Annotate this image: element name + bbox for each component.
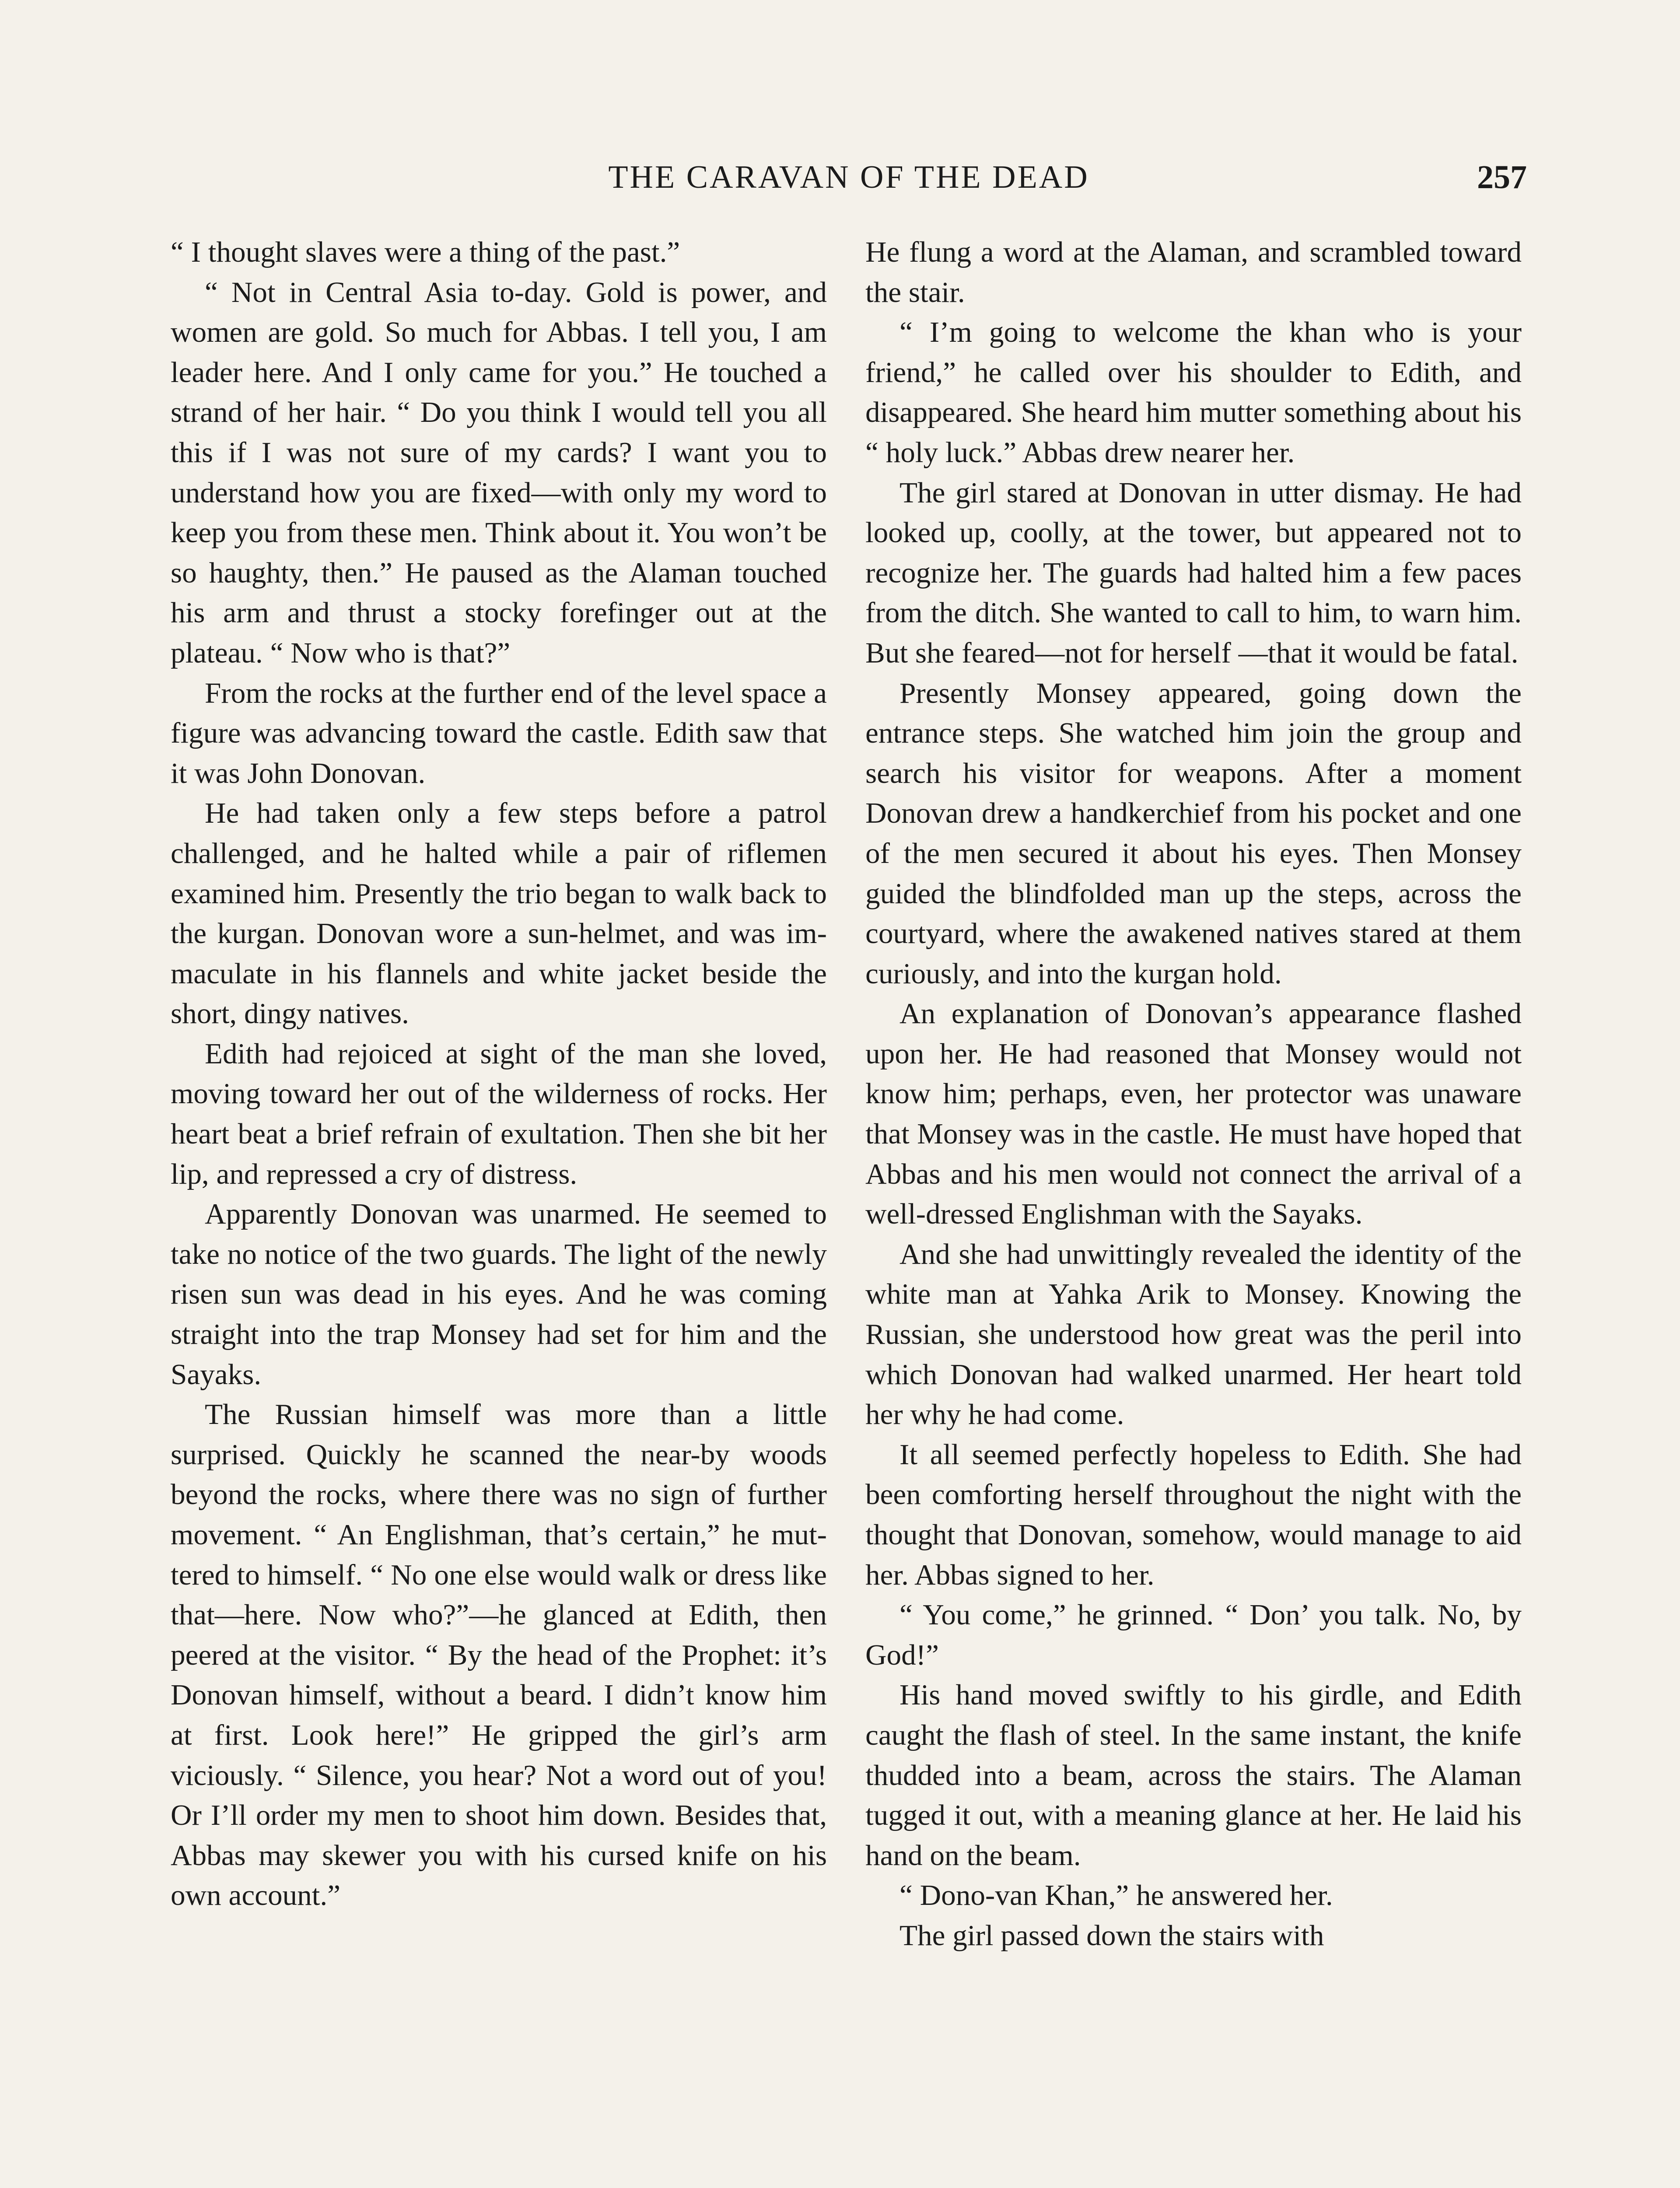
paragraph: An explanation of Donovan’s appearance flashed upon her. He had reasoned that Monsey would not know him; perhaps, even, her protector was unaware that Monsey was in the castle. He must have hoped that Abbas and his men would not connect the arrival of a well-dressed Englishman with the Sayaks. bbox=[865, 997, 1522, 1231]
left-column bbox=[171, 232, 827, 1915]
paragraph: From the rocks at the further end of the level space a figure was advancing toward the castle. Edith saw that it was John Donovan. bbox=[171, 676, 827, 789]
paragraph: His hand moved swiftly to his girdle, and Edith caught the flash of steel. In the same instant, the knife thudded into a beam, across the stairs. The Alaman tugged it out, with a meaning glance at her. He laid his hand on the beam. bbox=[865, 1678, 1522, 1872]
paragraph: “ Dono-van Khan,” he answered her. bbox=[900, 1879, 1333, 1912]
page-number: 257 bbox=[1477, 159, 1527, 196]
paragraph: He had taken only a few steps before a patrol challenged, and he halted while a pair of riflemen examined him. Presently the trio began to walk back to the kurgan. Donovan wore a sun-helmet, and was immaculate in his flannels and white jacket beside the short, dingy natives. bbox=[171, 796, 827, 1030]
paragraph: “ You come,” he grinned. “ Don’ you talk. No, by God!” bbox=[865, 1598, 1522, 1671]
paragraph: “ I thought slaves were a thing of the past.” bbox=[171, 235, 680, 268]
running-title: THE CARAVAN OF THE DEAD bbox=[608, 159, 1089, 195]
paragraph: “ Not in Central Asia to-day. Gold is power, and women are gold. So much for Abbas. I tell you, I am leader here. And I only came for you.” He touched a strand of her hair. “ Do you think I would tell you all this if I was not sure of my cards? I want you to understand how you are fixed—with only my word to keep you from these men. Think about it. You won’t be so haughty, then.” He paused as the Alaman touched his arm and thrust a stocky forefinger out at the plateau. “ Now who is that?” bbox=[171, 275, 827, 669]
paragraph: Presently Monsey appeared, going down the entrance steps. She watched him join the group and search his visitor for weapons. After a moment Donovan drew a handkerchief from his pocket and one of the men secured it about his eyes. Then Monsey guided the blindfolded man up the steps, across the courtyard, where the awakened natives stared at them curiously, and into the kurgan hold. bbox=[865, 676, 1522, 990]
paragraph: “ I’m going to welcome the khan who is your friend,” he called over his shoulder to Edith, and disappeared. She heard him mutter something about his “ holy luck.” Abbas drew nearer her. bbox=[865, 316, 1522, 469]
paragraph: It all seemed perfectly hopeless to Edith. She had been comforting herself throughout the night with the thought that Donovan, somehow, would manage to aid her. Abbas signed to her. bbox=[865, 1438, 1522, 1591]
paragraph: The Russian himself was more than a little surprised. Quickly he scanned the near-by woods beyond the rocks, where there was no sign of further movement. “ An Englishman, that’s certain,” he muttered to himself. “ No one else would walk or dress like that—here. Now who?”—he glanced at Edith, then peered at the visitor. “ By the head of the Prophet: it’s Donovan himself, without a beard. I didn’t know him at first. Look here!” He gripped the girl’s arm viciously. “ Silence, you hear? Not a word out of you! Or I’ll order my men to shoot him down. Besides that, Abbas may skewer you with his cursed knife on his own account.” bbox=[171, 1398, 827, 1912]
paragraph: And she had unwittingly revealed the identity of the white man at Yahka Arik to Monsey. Knowing the Russian, she understood how great was the peril into which Donovan had walked unarmed. Her heart told her why he had come. bbox=[865, 1237, 1522, 1431]
right-column bbox=[865, 232, 1522, 1956]
paragraph: Edith had rejoiced at sight of the man she loved, moving toward her out of the wilderness of rocks. Her heart beat a brief refrain of exultation. Then she bit her lip, and repressed a cry of distress. bbox=[171, 1037, 827, 1190]
paragraph: He flung a word at the Alaman, and scrambled toward the stair. bbox=[865, 235, 1522, 309]
paragraph: Apparently Donovan was unarmed. He seemed to take no notice of the two guards. The light of the newly risen sun was dead in his eyes. And he was coming straight into the trap Monsey had set for him and the Sayaks. bbox=[171, 1197, 827, 1391]
running-head bbox=[171, 158, 1527, 197]
paragraph: The girl passed down the stairs with bbox=[900, 1918, 1324, 1952]
paragraph: The girl stared at Donovan in utter dismay. He had looked up, coolly, at the tower, but appeared not to recognize her. The guards had halted him a few paces from the ditch. She wanted to call to him, to warn him. But she feared—not for herself —that it would be fatal. bbox=[865, 476, 1522, 669]
